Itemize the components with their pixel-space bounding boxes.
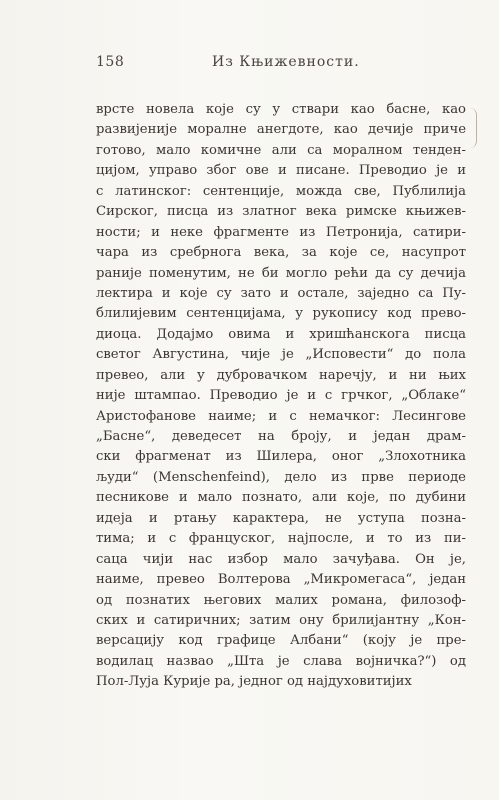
margin-mark [470, 108, 477, 148]
page-number: 158 [96, 54, 125, 70]
text-line: диоца. Додајмо овима и хришћанскога писца [96, 326, 466, 342]
running-head [96, 54, 456, 74]
text-line: ских и сатиричних; затим ону брилијантну „Кон- [96, 612, 466, 628]
text-line: цијом, управо због ове и писане. Преводио је и [96, 163, 466, 179]
text-line: лектира и које су зато и остале, заједно са Пу- [96, 285, 466, 301]
text-line: Пол-Луја Курије ра, једног од најдуховитијих [96, 674, 412, 690]
text-line: ски фрагменат из Шилера, оног „Злохотника [96, 449, 466, 465]
text-line: превео, али у дубровачком наречју, и ни њих [96, 367, 466, 383]
running-head-title: Из Књижевности. [212, 54, 360, 70]
text-line: људи“ (Menschenfeind), дело из прве периоде [96, 469, 466, 485]
text-line: блилијевим сентенцијама, у рукопису код прево- [96, 306, 466, 322]
text-line: чара из сребрнога века, за које се, насупрот [96, 245, 466, 261]
text-line: Аристофанове наиме; и с немачког: Лесингове [96, 408, 466, 424]
text-line: није штампао. Преводио је и с грчког, „Облаке“ [96, 388, 466, 404]
text-line: наиме, превео Волтерова „Микромегаса“, један [96, 572, 466, 588]
text-line: водилац назвао „Шта је слава војничка?“) од [96, 653, 466, 669]
text-line: идеја и ртању карактера, не уступа позна- [96, 510, 466, 526]
text-line: ности; и неке фрагменте из Петронија, сатири- [96, 224, 466, 240]
text-line: саца чији нас избор мало зачуђава. Он је, [96, 551, 466, 567]
text-line: тима; и с француског, најпосле, и то из пи- [96, 531, 466, 547]
text-line: развијеније моралне анегдоте, као дечије приче [96, 122, 466, 138]
text-line: с латинског: сентенције, можда све, Публилија [96, 183, 466, 199]
body-text [96, 100, 466, 693]
text-line: готово, мало комичне али са моралном тенден- [96, 142, 466, 158]
text-line: песникове и мало познато, али које, по дубини [96, 490, 466, 506]
text-line: раније поменутим, не би могло рећи да су дечија [96, 265, 466, 281]
text-line: светог Августина, чије је „Исповести“ до пола [96, 347, 466, 363]
text-line: Сирског, писца из златног века римске књижев- [96, 204, 466, 220]
text-line: врсте новела које су у ствари као басне, као [96, 102, 466, 117]
text-line: версацију код графице Албани“ (коју је пре- [96, 633, 466, 649]
text-line: од познатих његових малих романа, филозоф- [96, 592, 466, 608]
text-line: „Басне“, деведесет на броју, и један драм- [96, 429, 466, 444]
